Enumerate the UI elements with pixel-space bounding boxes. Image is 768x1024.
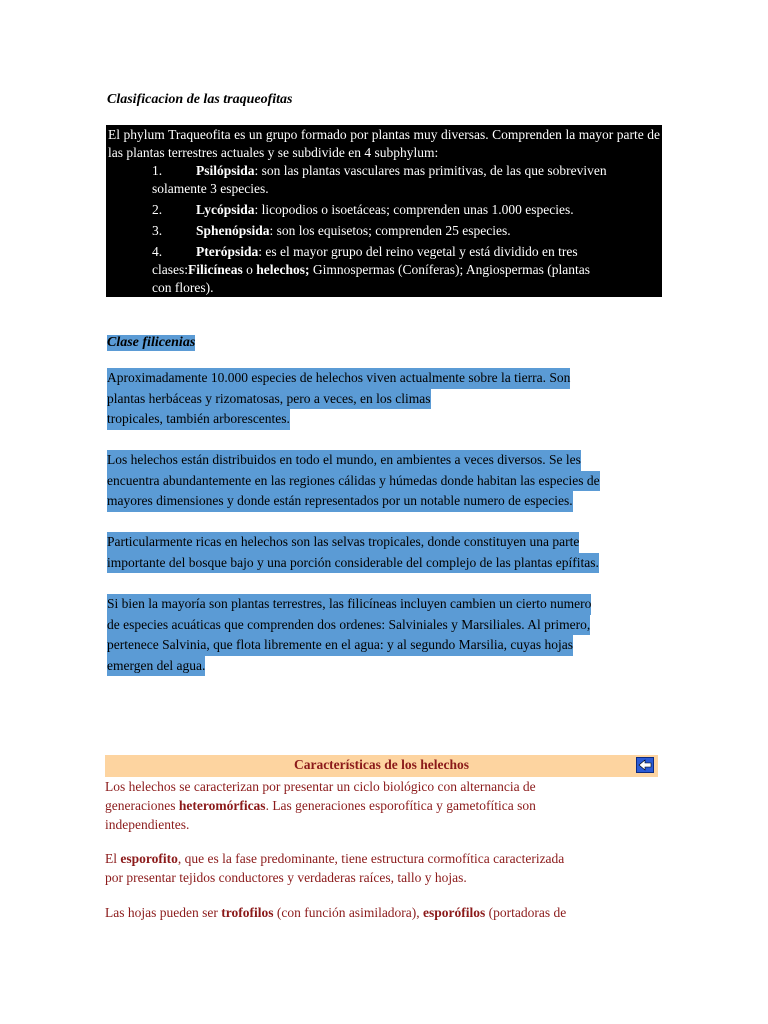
list-item-psilopsida: 1. Psilópsida: son las plantas vasculares mas primitivas, de las que sobreviven solamente 3 especies. <box>152 163 607 196</box>
paragraph-hojas: Las hojas pueden ser trofofilos (con función asimiladora), esporófilos (portadoras de <box>105 905 567 920</box>
intro-paragraph: El phylum Traqueofita es un grupo formado por plantas muy diversas. Comprenden la mayor parte de las plantas terrestres actuales y se subdivide en 4 subphylum: <box>108 127 660 160</box>
paragraph-tropical: Particularmente ricas en helechos son las selvas tropicales, donde constituyen una parte importante del bosque bajo y una porción considerable del complejo de las plantas epífitas. <box>107 532 659 573</box>
back-button[interactable] <box>636 757 654 773</box>
section-title-filicenias: Clase filicenias <box>107 335 196 350</box>
paragraph-aquatic: Si bien la mayoría son plantas terrestres, las filicíneas incluyen cambien un cierto numero de especies acuáticas que comprenden dos ordenes: Salviniales y Marsiliales. Al primero, pertenece Salvinia, que flota libremente en el agua: y al segundo Marsilia, cuyas hojas emergen del agua. <box>107 594 659 676</box>
paragraph-esporofito: El esporofito, que es la fase predominante, tiene estructura cormofítica caracterizada por presentar tejidos conductores y verdaderas raíces, tallo y hojas. <box>105 851 565 885</box>
back-arrow-icon <box>638 759 652 771</box>
paragraph-species: Aproximadamente 10.000 especies de helechos viven actualmente sobre la tierra. Son plantas herbáceas y rizomatosas, pero a veces, en los climas tropicales, también arborescentes. <box>107 368 659 430</box>
paragraph-life-cycle: Los helechos se caracterizan por presentar un ciclo biológico con alternancia de generaciones heteromórficas. Las generaciones esporofítica y gametofítica son independientes. <box>105 779 536 832</box>
paragraph-distribution: Los helechos están distribuidos en todo el mundo, en ambientes a veces diversos. Se les encuentra abundantemente en las regiones cálidas y húmedas donde habitan las especies de mayores dimensiones y donde están representados por un notable numero de especies. <box>107 450 659 512</box>
characteristics-header-bar <box>105 755 658 777</box>
section-title-traqueofitas: Clasificacion de las traqueofitas <box>107 92 293 107</box>
list-item-lycopsida: 2. Lycópsida: licopodios o isoetáceas; comprenden unas 1.000 especies. <box>152 202 574 217</box>
list-item-sphenopsida: 3. Sphenópsida: son los equisetos; comprenden 25 especies. <box>152 223 511 238</box>
characteristics-title: Características de los helechos <box>293 757 470 772</box>
list-item-pteropsida: 4. Pterópsida: es el mayor grupo del reino vegetal y está dividido en tres clases:Filicíneas o helechos; Gimnospermas (Coníferas); Angiospermas (plantas con flores). <box>152 244 590 295</box>
classification-box <box>106 125 662 297</box>
